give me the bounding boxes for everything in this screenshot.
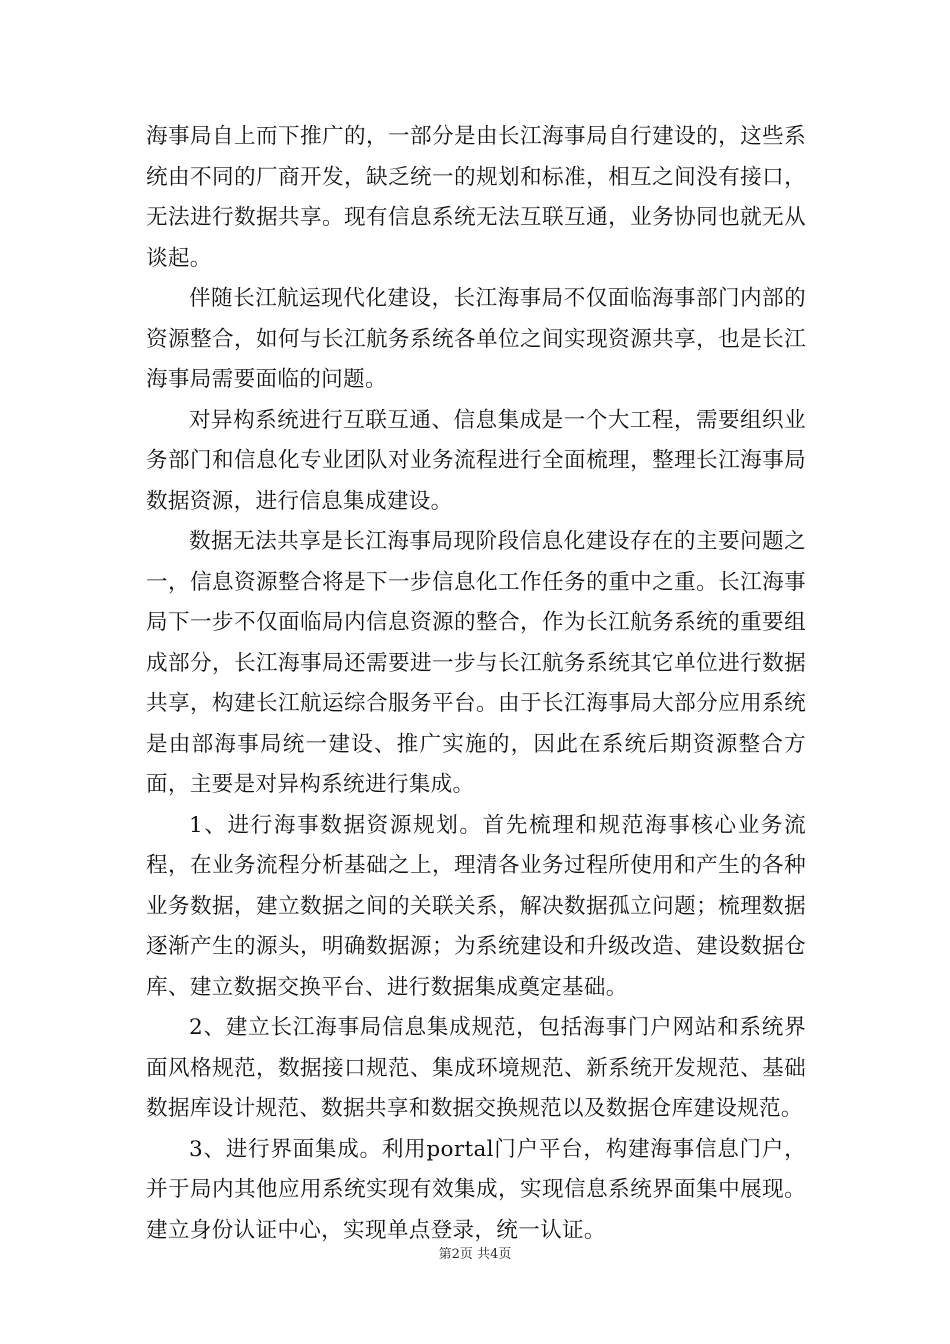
paragraph-5: 1、进行海事数据资源规划。首先梳理和规范海事核心业务流程，在业务流程分析基础之上，理清各业务过程所使用和产生的各种业务数据，建立数据之间的关联关系，解决数据孤立问题；梳理数据逐渐产生的源头，明确数据源；为系统建设和升级改造、建设数据仓库、建立数据交换平台、进行数据集成奠定基础。 [146, 812, 806, 1000]
current-page-number: 2 [451, 1247, 460, 1262]
total-pages-number: 4 [490, 1247, 499, 1262]
paragraph-6: 2、建立长江海事局信息集成规范，包括海事门户网站和系统界面风格规范，数据接口规范、集成环境规范、新系统开发规范、基础数据库设计规范、数据共享和数据交换规范以及数据仓库建设规范。 [146, 1015, 806, 1121]
paragraph-4: 数据无法共享是长江海事局现阶段信息化建设存在的主要问题之一，信息资源整合将是下一步信息化工作任务的重中之重。长江海事局下一步不仅面临局内信息资源的整合，作为长江航务系统的重要组成部分，长江海事局还需要进一步与长江航务系统其它单位进行数据共享，构建长江航运综合服务平台。由于长江海事局大部分应用系统是由部海事局统一建设、推广实施的，因此在系统后期资源整合方面，主要是对异构系统进行集成。 [146, 529, 806, 797]
paragraph-2: 伴随长江航运现代化建设，长江海事局不仅面临海事部门内部的资源整合，如何与长江航务系统各单位之间实现资源共享，也是长江海事局需要面临的问题。 [146, 286, 806, 392]
paragraph-1: 海事局自上而下推广的，一部分是由长江海事局自行建设的，这些系统由不同的厂商开发，缺乏统一的规划和标准，相互之间没有接口，无法进行数据共享。现有信息系统无法互联互通，业务协同也就无从谈起。 [146, 124, 806, 271]
page-footer [0, 1247, 950, 1263]
page-label-prefix: 第 [438, 1247, 452, 1262]
paragraph-3: 对异构系统进行互联互通、信息集成是一个大工程，需要组织业务部门和信息化专业团队对业务流程进行全面梳理，整理长江海事局数据资源，进行信息集成建设。 [146, 407, 806, 514]
paragraph-7: 3、进行界面集成。利用portal门户平台，构建海事信息门户，并于局内其他应用系统实现有效集成，实现信息系统界面集中展现。建立身份认证中心，实现单点登录，统一认证。 [146, 1136, 806, 1243]
page-label-middle: 页 共 [459, 1247, 491, 1262]
page-label-suffix: 页 [498, 1247, 512, 1262]
document-body [146, 117, 806, 1251]
